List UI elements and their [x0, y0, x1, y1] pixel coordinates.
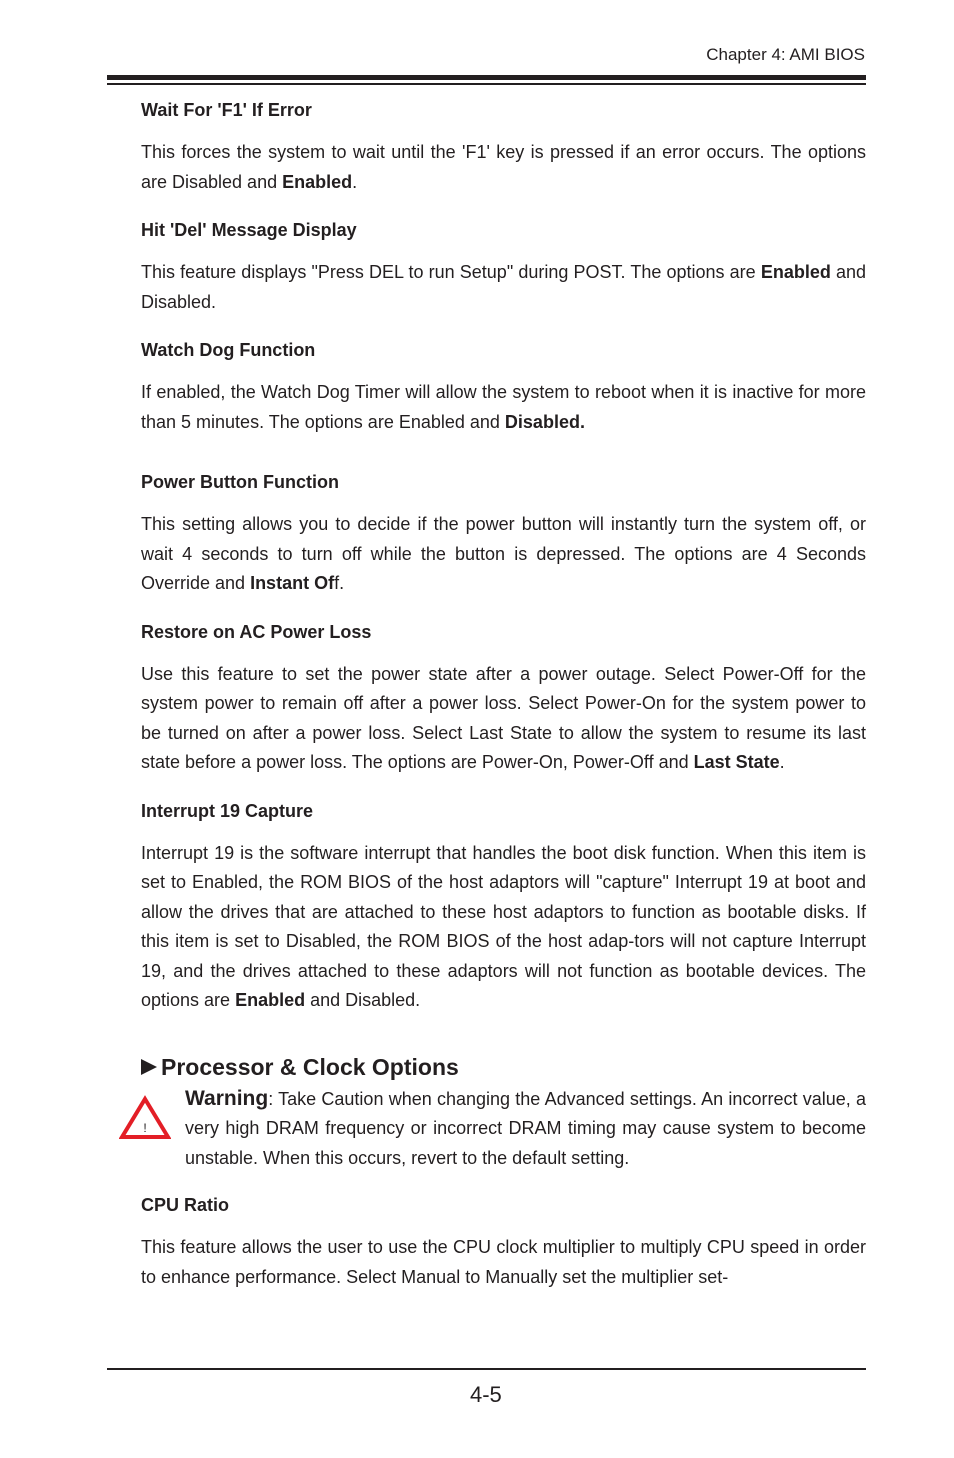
major-section-heading — [141, 1052, 866, 1082]
page-content — [141, 99, 866, 1314]
body-text-run: . — [352, 171, 358, 192]
section-heading: Watch Dog Function — [141, 340, 316, 360]
warning-label: Warning — [185, 1086, 269, 1110]
section-body — [141, 258, 866, 317]
bold-option-text: Last State — [693, 752, 780, 772]
warning-block — [141, 1084, 866, 1174]
body-text-run: f. — [334, 573, 345, 593]
header-rule-thick — [107, 75, 866, 80]
section-heading: CPU Ratio — [141, 1195, 230, 1215]
section-body — [141, 138, 866, 197]
body-text-run: and Disabled. — [305, 990, 421, 1010]
body-text-run: Interrupt 19 is the software interrupt that handles the boot disk function. When this item is set to Enabled, the ROM BIOS of the host adaptors will "capture" Interrupt 19 at boot and allow the drives that are attached to these host adaptors to function as bootable disks. If this item is set to Disabled, the ROM BIOS of the host adap-tors will not capture Interrupt 19, and the drives attached to these adaptors will not function as bootable devices. The options are — [141, 842, 866, 1010]
header-rule-thin — [107, 83, 866, 85]
settings-section — [141, 99, 866, 197]
section-body — [141, 1233, 866, 1292]
triangle-bullet-icon — [141, 1059, 157, 1075]
bold-option-text: Enabled — [235, 990, 306, 1010]
bold-option-text: Enabled — [282, 171, 353, 192]
warning-icon-glyph: ! — [143, 1120, 147, 1135]
body-text-run: If enabled, the Watch Dog Timer will allow the system to reboot when it is inactive for more than 5 minutes. The options are Enabled and — [141, 382, 866, 432]
page-number: 4-5 — [470, 1382, 502, 1407]
section-body — [141, 839, 866, 1016]
footer-rule — [107, 1368, 866, 1370]
body-text-run: This forces the system to wait until the 'F1' key is pressed if an error occurs. The options are Disabled and — [141, 142, 866, 192]
bold-option-text: Instant Of — [250, 573, 335, 593]
section-heading: Interrupt 19 Capture — [141, 800, 314, 821]
warning-message: : Take Caution when changing the Advanced settings. An incorrect value, a very high DRAM frequency or incorrect DRAM timing may cause system to become unstable. When this occurs, revert to the default setting. — [185, 1088, 866, 1168]
bold-option-text: Disabled. — [504, 411, 585, 432]
section-body — [141, 660, 866, 778]
body-text-run: This setting allows you to decide if the power button will instantly turn the system off, or wait 4 seconds to turn off while the button is depressed. The options are 4 Seconds Override and — [141, 514, 866, 593]
bold-option-text: Enabled — [760, 262, 831, 282]
section-heading: Hit 'Del' Message Display — [141, 220, 357, 240]
body-text-run: Use this feature to set the power state after a power outage. Select Power-Off for the system power to remain off after a power loss. Select Power-On for the system power to be turned on after a power loss. Select Last State to allow the system to resume its last state before a power loss. The options are Power-On, Power-Off and — [141, 663, 866, 772]
settings-section — [141, 339, 866, 437]
section-heading: Power Button Function — [141, 472, 339, 492]
settings-sections — [141, 99, 866, 1016]
settings-section — [141, 800, 866, 1016]
settings-section — [141, 471, 866, 599]
body-text-run: and Disabled. — [141, 262, 866, 312]
warning-icon — [119, 1095, 171, 1141]
major-section-title: Processor & Clock Options — [161, 1053, 459, 1080]
section-body — [141, 378, 866, 437]
cpu-ratio-section — [141, 1194, 866, 1292]
body-text-run: This feature displays "Press DEL to run Setup" during POST. The options are — [141, 262, 761, 282]
warning-text — [185, 1084, 866, 1174]
section-heading: Wait For 'F1' If Error — [141, 100, 312, 120]
settings-section — [141, 219, 866, 317]
settings-section — [141, 621, 866, 778]
body-text-run: This feature allows the user to use the CPU clock multiplier to multiply CPU speed in order to enhance performance. Select Manual to Manually set the multiplier set- — [141, 1237, 866, 1287]
body-text-run: . — [779, 752, 785, 772]
chapter-header: Chapter 4: AMI BIOS — [706, 45, 865, 64]
section-heading: Restore on AC Power Loss — [141, 621, 372, 642]
section-body — [141, 510, 866, 599]
